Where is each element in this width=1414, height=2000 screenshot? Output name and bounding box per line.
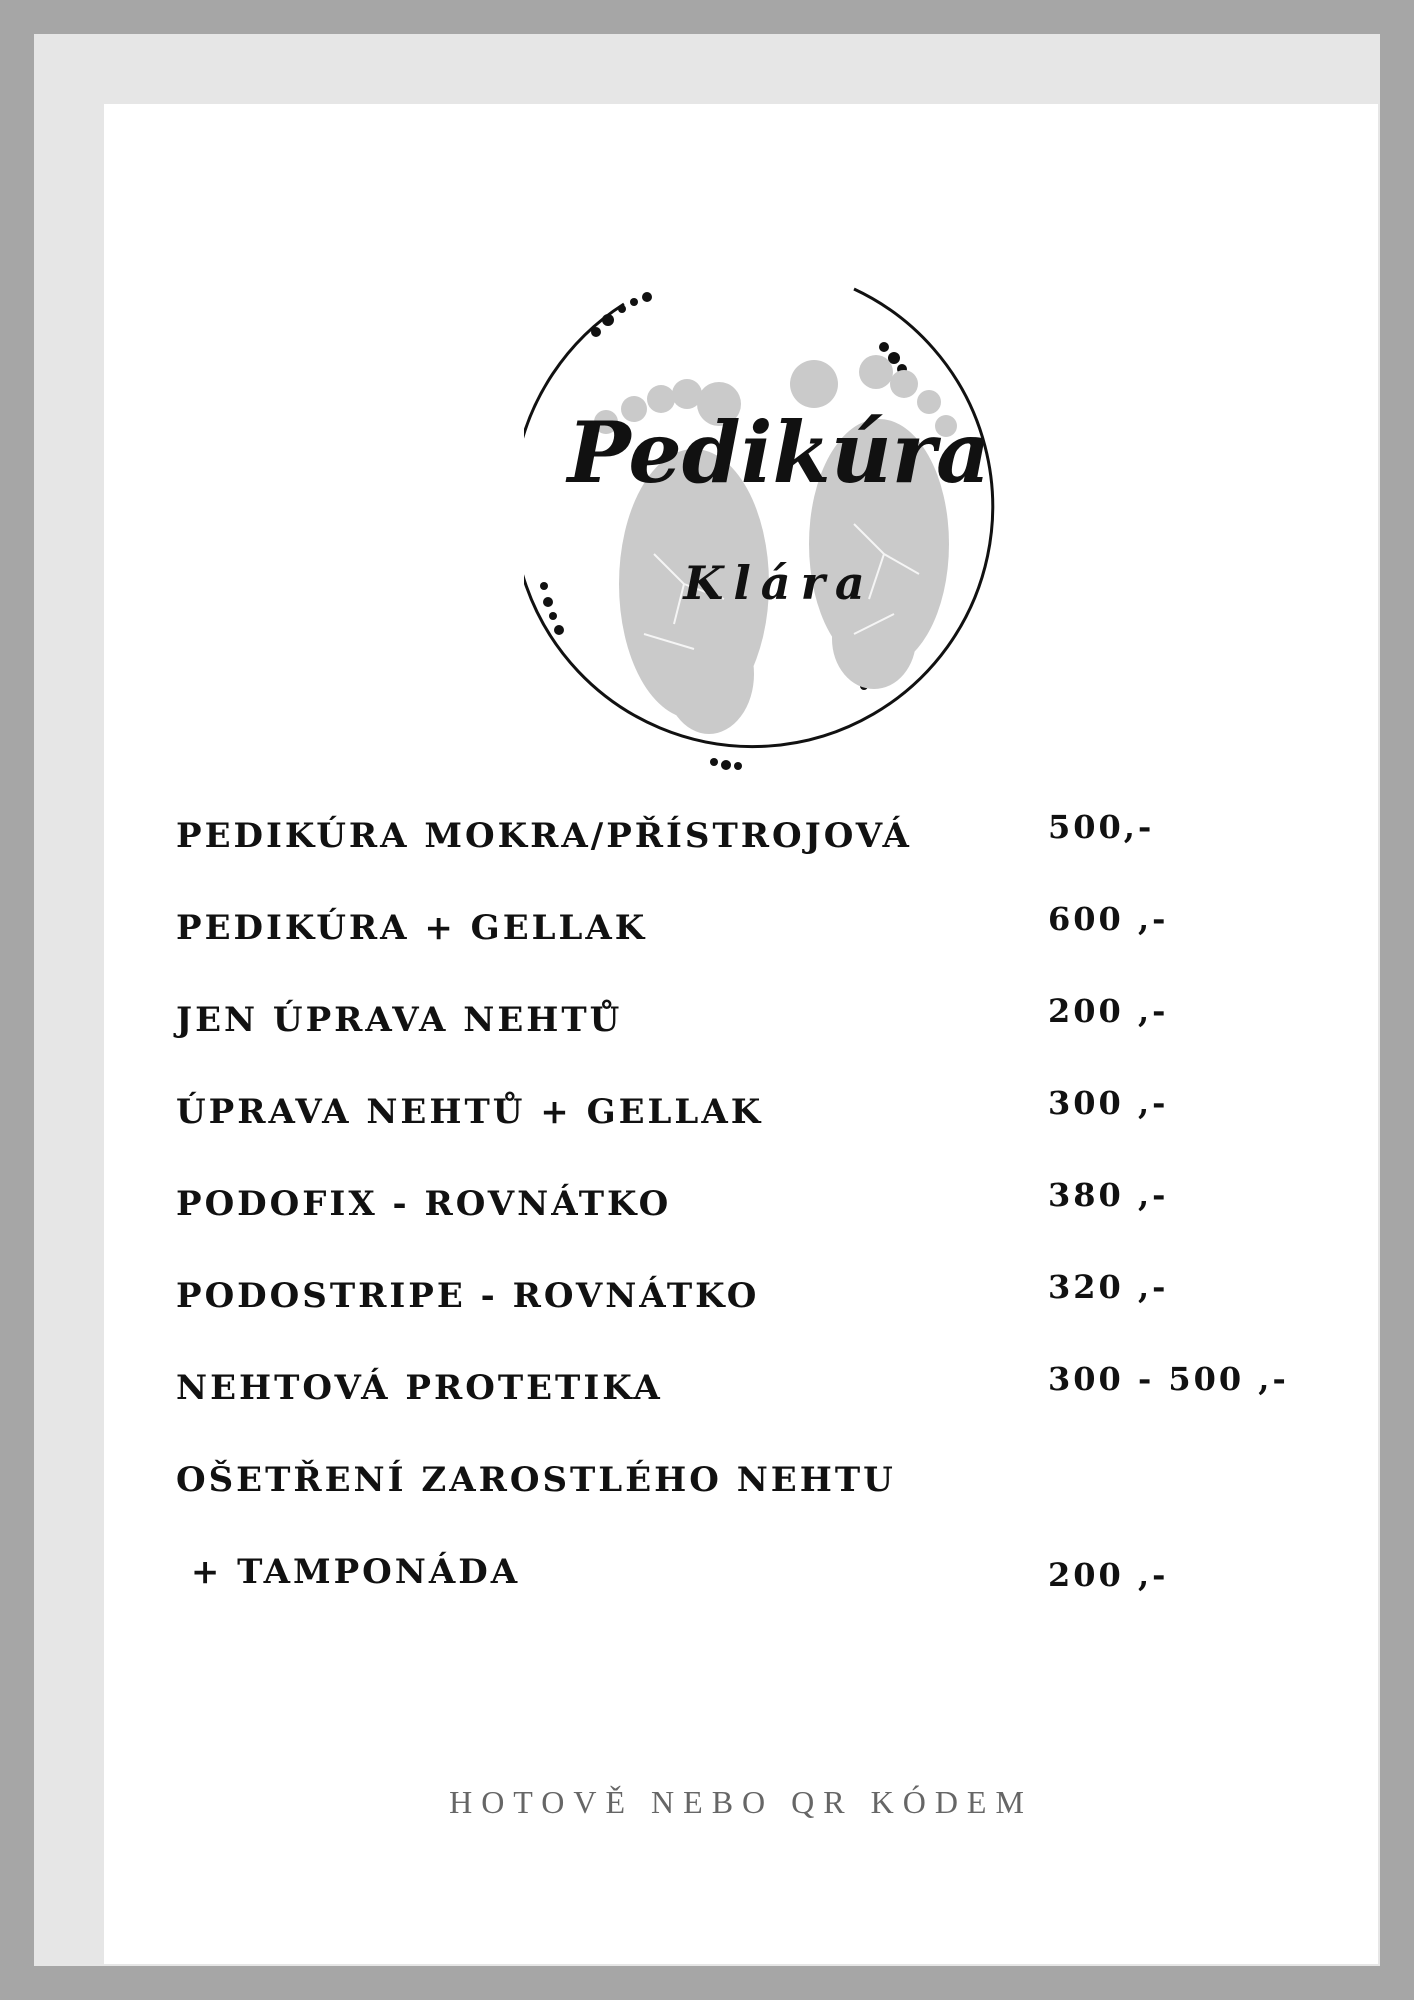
service-price: 300 - 500 ,- [1048, 1360, 1289, 1398]
logo [524, 254, 1044, 784]
footprints-icon [524, 254, 1044, 784]
service-name: PODOSTRIPE - ROVNÁTKO [176, 1276, 760, 1316]
service-price: 380 ,- [1048, 1176, 1169, 1214]
logo-subtitle: Klára [683, 556, 875, 610]
price-row [176, 1552, 1276, 1612]
service-name: + TAMPONÁDA [176, 1552, 521, 1592]
service-price: 200 ,- [1048, 1556, 1169, 1594]
service-name: OŠETŘENÍ ZAROSTLÉHO NEHTU [176, 1460, 896, 1500]
price-row [176, 900, 1276, 968]
service-name: JEN ÚPRAVA NEHTŮ [176, 1000, 623, 1040]
price-row [176, 1268, 1276, 1336]
service-name: PODOFIX - ROVNÁTKO [176, 1184, 672, 1224]
service-price: 600 ,- [1048, 900, 1169, 938]
page-frame [34, 34, 1380, 1966]
payment-note: HOTOVĚ NEBO QR KÓDEM [449, 1784, 1033, 1820]
price-row [176, 808, 1276, 876]
price-row [176, 1360, 1289, 1428]
service-price: 500,- [1048, 808, 1155, 846]
service-price: 200 ,- [1048, 992, 1169, 1030]
price-row [176, 1460, 1276, 1520]
price-row [176, 1084, 1276, 1152]
service-name: NEHTOVÁ PROTETIKA [176, 1368, 663, 1408]
service-name: ÚPRAVA NEHTŮ + GELLAK [176, 1092, 764, 1132]
service-name: PEDIKÚRA + GELLAK [176, 908, 648, 948]
price-row [176, 1176, 1276, 1244]
service-name: PEDIKÚRA MOKRA/PŘÍSTROJOVÁ [176, 816, 912, 856]
price-row [176, 992, 1276, 1060]
logo-title: Pedikúra [567, 403, 991, 502]
service-price: 300 ,- [1048, 1084, 1169, 1122]
service-price: 320 ,- [1048, 1268, 1169, 1306]
price-list-page [104, 104, 1378, 1964]
